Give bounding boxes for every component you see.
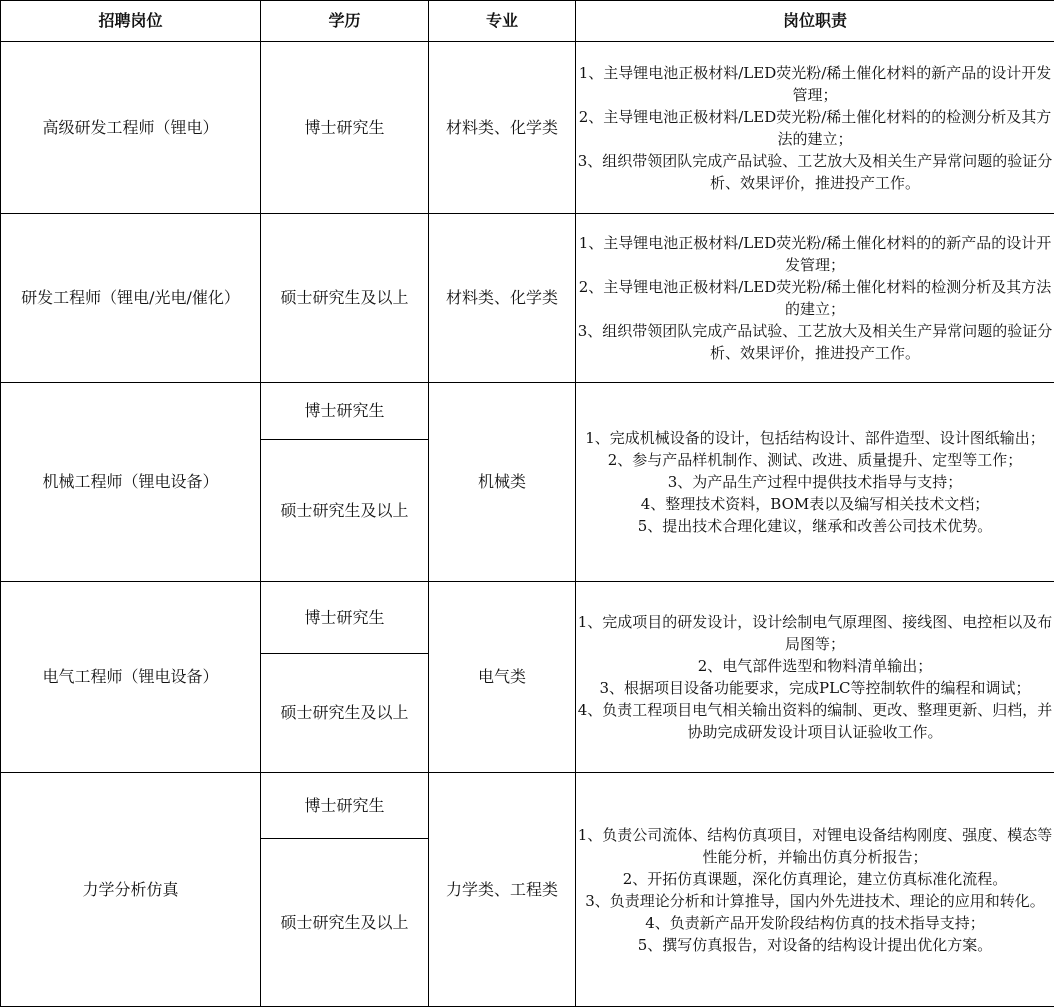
duty-item: 2、主导锂电池正极材料/LED荧光粉/稀土催化材料的的检测分析及其方法的建立； xyxy=(578,107,1052,148)
duties-cell xyxy=(576,582,1054,773)
education-cell: 硕士研究生及以上 xyxy=(261,214,429,383)
table-row xyxy=(1,42,1054,214)
education-cell: 博士研究生 xyxy=(261,383,429,440)
duty-item: 1、完成项目的研发设计，设计绘制电气原理图、接线图、电控柜以及布局图等； xyxy=(577,613,1053,653)
position-cell: 研发工程师（锂电/光电/催化） xyxy=(1,214,261,383)
duty-item: 5、撰写仿真报告，对设备的结构设计提出优化方案。 xyxy=(637,935,993,954)
header-major: 专业 xyxy=(429,1,576,42)
duty-item: 3、组织带领团队完成产品试验、工艺放大及相关生产异常问题的验证分析、效果评价，推进投产工作。 xyxy=(577,322,1053,362)
duty-item: 1、主导锂电池正极材料/LED荧光粉/稀土催化材料的新产品的设计开发管理； xyxy=(578,63,1052,104)
header-position: 招聘岗位 xyxy=(1,1,261,42)
education-cell: 硕士研究生及以上 xyxy=(261,654,429,773)
major-cell: 机械类 xyxy=(429,383,576,582)
position-cell: 电气工程师（锂电设备） xyxy=(1,582,261,773)
duty-item: 4、负责工程项目电气相关输出资料的编制、更改、整理更新、归档，并协助完成研发设计项目认证验收工作。 xyxy=(577,701,1053,741)
duty-item: 2、电气部件选型和物料清单输出； xyxy=(697,657,933,675)
duty-item: 5、提出技术合理化建议，继承和改善公司技术优势。 xyxy=(637,517,993,535)
header-education: 学历 xyxy=(261,1,429,42)
table-row xyxy=(1,773,1054,839)
duty-item: 3、负责理论分析和计算推导，国内外先进技术、理论的应用和转化。 xyxy=(585,891,1045,910)
table-row xyxy=(1,214,1054,383)
duties-cell xyxy=(576,42,1054,214)
major-cell: 电气类 xyxy=(429,582,576,773)
duty-item: 1、主导锂电池正极材料/LED荧光粉/稀土催化材料的的新产品的设计开发管理； xyxy=(578,234,1052,274)
education-cell: 博士研究生 xyxy=(261,773,429,839)
duty-item: 3、为产品生产过程中提供技术指导与支持； xyxy=(667,473,963,491)
major-cell: 力学类、工程类 xyxy=(429,773,576,1007)
duty-item: 1、负责公司流体、结构仿真项目，对锂电设备结构刚度、强度、模态等性能分析，并输出仿真分析报告； xyxy=(577,825,1053,866)
header-row xyxy=(1,1,1054,42)
duty-item: 3、根据项目设备功能要求，完成PLC等控制软件的编程和调试； xyxy=(599,679,1031,697)
position-cell: 机械工程师（锂电设备） xyxy=(1,383,261,582)
position-cell: 力学分析仿真 xyxy=(1,773,261,1007)
duty-item: 2、参与产品样机制作、测试、改进、质量提升、定型等工作； xyxy=(607,451,1023,469)
table-row xyxy=(1,383,1054,440)
duty-item: 4、负责新产品开发阶段结构仿真的技术指导支持； xyxy=(645,913,985,932)
header-duties: 岗位职责 xyxy=(576,1,1054,42)
education-cell: 硕士研究生及以上 xyxy=(261,440,429,582)
duty-item: 4、整理技术资料，BOM表以及编写相关技术文档； xyxy=(640,495,990,513)
duty-item: 2、主导锂电池正极材料/LED荧光粉/稀土催化材料的检测分析及其方法的建立； xyxy=(578,278,1052,318)
duties-cell xyxy=(576,383,1054,582)
duty-item: 3、组织带领团队完成产品试验、工艺放大及相关生产异常问题的验证分析、效果评价，推进投产工作。 xyxy=(577,151,1053,192)
duty-item: 2、开拓仿真课题，深化仿真理论，建立仿真标准化流程。 xyxy=(622,869,1008,888)
education-cell: 博士研究生 xyxy=(261,42,429,214)
duty-item: 1、完成机械设备的设计，包括结构设计、部件造型、设计图纸输出； xyxy=(585,429,1045,447)
major-cell: 材料类、化学类 xyxy=(429,42,576,214)
education-cell: 博士研究生 xyxy=(261,582,429,654)
education-cell: 硕士研究生及以上 xyxy=(261,839,429,1007)
major-cell: 材料类、化学类 xyxy=(429,214,576,383)
table-row xyxy=(1,582,1054,654)
duties-cell xyxy=(576,214,1054,383)
position-cell: 高级研发工程师（锂电） xyxy=(1,42,261,214)
duties-cell xyxy=(576,773,1054,1007)
